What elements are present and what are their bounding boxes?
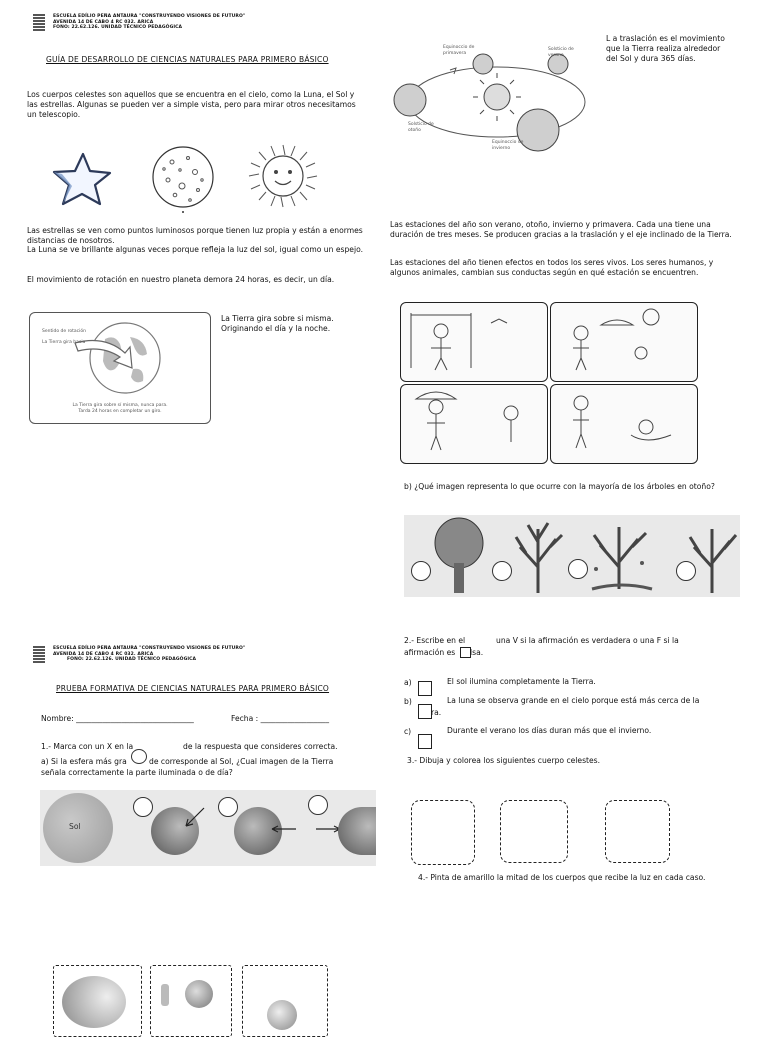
- leafy-tree-icon: [429, 515, 489, 595]
- seasons-paragraph: Las estaciones del año son verano, otoño, invierno y primavera. Cada una tiene una duración de tres meses. Se producen gracias a la traslación y el eje inclinado de la Tierra.: [390, 220, 732, 239]
- season-scene: [400, 302, 548, 382]
- season-scene-drawing: [401, 303, 547, 381]
- orbit-label: Solsticio de verano: [548, 47, 574, 58]
- rotation-diagram: [29, 312, 211, 424]
- translation-paragraph: L a traslación es el movimiento que la Tierra realiza alrededor del Sol y dura 365 días.: [606, 34, 725, 63]
- arrow-icon: [178, 806, 208, 836]
- guide-title: GUÍA DE DESARROLLO DE CIENCIAS NATURALES PARA PRIMERO BÁSICO: [46, 55, 329, 64]
- illustration-frame: [53, 965, 142, 1037]
- seasons-illustration: [400, 302, 698, 462]
- question-2-text-line2-start: afirmación es: [404, 648, 456, 657]
- drawing-box[interactable]: [411, 800, 475, 865]
- answer-circle: [131, 749, 147, 764]
- question-1-lead: 1.- Marca con un X en la: [41, 742, 134, 751]
- drawing-box[interactable]: [605, 800, 670, 863]
- rotation-paragraph: El movimiento de rotación en nuestro planeta demora 24 horas, es decir, un día.: [27, 275, 335, 284]
- season-scene: [400, 384, 548, 464]
- arrow-icon: [268, 824, 298, 834]
- statement-letter: c): [404, 727, 412, 736]
- rotation-label: Sentido de rotación: [42, 329, 86, 334]
- sun-label: Sol: [69, 822, 81, 831]
- earth-icon: [62, 976, 126, 1028]
- season-scene-drawing: [551, 385, 697, 463]
- earth-icon: [338, 807, 376, 855]
- school-logo: [33, 646, 45, 664]
- question-b: b) ¿Qué imagen representa lo que ocurre con la mayoría de los árboles en otoño?: [404, 482, 715, 491]
- statement-letter: a): [404, 678, 412, 687]
- statement-letter: b): [404, 697, 412, 706]
- question-3: 3.- Dibuja y colorea los siguientes cuerpo celestes.: [407, 756, 601, 765]
- flashlight-icon: [161, 984, 169, 1006]
- stars-paragraph: Las estrellas se ven como puntos luminosos porque tienen luz propia y están a enormes distancias de nosotros.: [27, 226, 363, 245]
- question-1a-lead: a) Si la esfera más gra: [41, 757, 127, 766]
- statement-text-continued: ra.: [431, 708, 442, 717]
- sun-icon: [245, 143, 321, 209]
- season-scene: [550, 302, 698, 382]
- header-line: FONO: 22.62.126. UNIDAD TÉCNICO PEDAGÓGICA: [67, 657, 197, 663]
- question-1a-text-line2: señala correctamente la parte iluminada o de día?: [41, 768, 233, 777]
- drawing-box[interactable]: [500, 800, 568, 863]
- sun-earth-options: [40, 790, 376, 866]
- orbit-label: Equinoccio de primavera: [443, 45, 475, 56]
- season-scene: [550, 384, 698, 464]
- moon-icon: [150, 142, 216, 214]
- question-2-text-line2-end: lsa.: [470, 648, 484, 657]
- date-field[interactable]: Fecha : __________________: [231, 714, 329, 723]
- question-2-text: una V si la afirmación es verdadera o una F si la: [496, 636, 679, 645]
- header-line: AVENIDA 14 DE CABO 4 RC 032. ARICA: [53, 651, 154, 657]
- caption-line: Tarda 24 horas en completar un giro.: [78, 408, 162, 414]
- ball-icon: [267, 1000, 297, 1030]
- answer-circle[interactable]: [218, 797, 238, 817]
- orbit-label: Equinoccio de invierno: [492, 140, 524, 151]
- answer-box[interactable]: [418, 734, 432, 749]
- answer-box[interactable]: [418, 681, 432, 696]
- test-header: [53, 646, 313, 663]
- question-1a-text: de corresponde al Sol, ¿Cual imagen de la Tierra: [149, 757, 334, 766]
- orbit-diagram: [390, 42, 605, 154]
- falling-leaves-tree-icon: [584, 517, 654, 595]
- header-line: ESCUELA EDÍLIO PEÑA ANTAURA "CONSTRUYENDO VISIONES DE FUTURO": [53, 646, 246, 651]
- caption-line: La Tierra gira sobre sí misma, nunca para.: [72, 403, 168, 408]
- statement-text: La luna se observa grande en el cielo porque está más cerca de la: [447, 696, 700, 705]
- question-4: 4.- Pinta de amarillo la mitad de los cuerpos que recibe la luz en cada caso.: [418, 873, 706, 882]
- header-line: FONO: 22.62.126. UNIDAD TÉCNICO PEDAGÓGICA: [53, 25, 183, 31]
- illustration-frame: [150, 965, 232, 1037]
- rotation-label: La Tierra gira hacia: [42, 340, 86, 345]
- statement-text: Durante el verano los días duran más que el invierno.: [447, 726, 652, 735]
- name-field[interactable]: Nombre: _______________________________: [41, 714, 194, 723]
- intro-paragraph: Los cuerpos celestes son aquellos que se encuentra en el cielo, como la Luna, el Sol y las estrellas. Algunas se pueden ver a simple vista, pero para mirar otros necesitamos un telescopio.: [27, 90, 356, 119]
- star-icon: [50, 150, 114, 208]
- answer-circle[interactable]: [133, 797, 153, 817]
- orbit-label: Solsticio de otoño: [408, 122, 434, 133]
- rotation-diagram-caption: [30, 403, 210, 415]
- question-1-instructions: de la respuesta que consideres correcta.: [183, 742, 338, 751]
- earth-icon: [185, 980, 213, 1008]
- bare-tree-icon: [684, 519, 740, 595]
- school-logo: [33, 14, 45, 32]
- bare-tree-icon: [508, 517, 568, 595]
- season-scene-drawing: [401, 385, 547, 463]
- illustration-frame: [242, 965, 328, 1037]
- answer-circle[interactable]: [411, 561, 431, 581]
- rotation-caption: La Tierra gira sobre si misma. Originando el día y la noche.: [221, 314, 334, 333]
- answer-circle[interactable]: [308, 795, 328, 815]
- question-2-lead: 2.- Escribe en el: [404, 636, 466, 645]
- tree-options: [404, 515, 740, 597]
- answer-box[interactable]: [418, 704, 432, 719]
- test-title: PRUEBA FORMATIVA DE CIENCIAS NATURALES PARA PRIMERO BÁSICO: [56, 684, 330, 693]
- effects-paragraph: Las estaciones del año tienen efectos en todos los seres vivos. Los seres humanos, y algunos animales, cambian sus conductas según en qué estación se encuentren.: [390, 258, 714, 277]
- moon-paragraph: La Luna se ve brillante algunas veces porque refleja la luz del sol, igual como un espejo.: [27, 245, 364, 254]
- header-line: AVENIDA 14 DE CABO 4 RC 032. ARICA: [53, 19, 154, 25]
- header-line: ESCUELA EDÍLIO PEÑA ANTAURA "CONSTRUYENDO VISIONES DE FUTURO": [53, 14, 246, 19]
- season-scene-drawing: [551, 303, 697, 381]
- statement-text: El sol ilumina completamente la Tierra.: [447, 677, 596, 686]
- guide-header: [53, 14, 313, 31]
